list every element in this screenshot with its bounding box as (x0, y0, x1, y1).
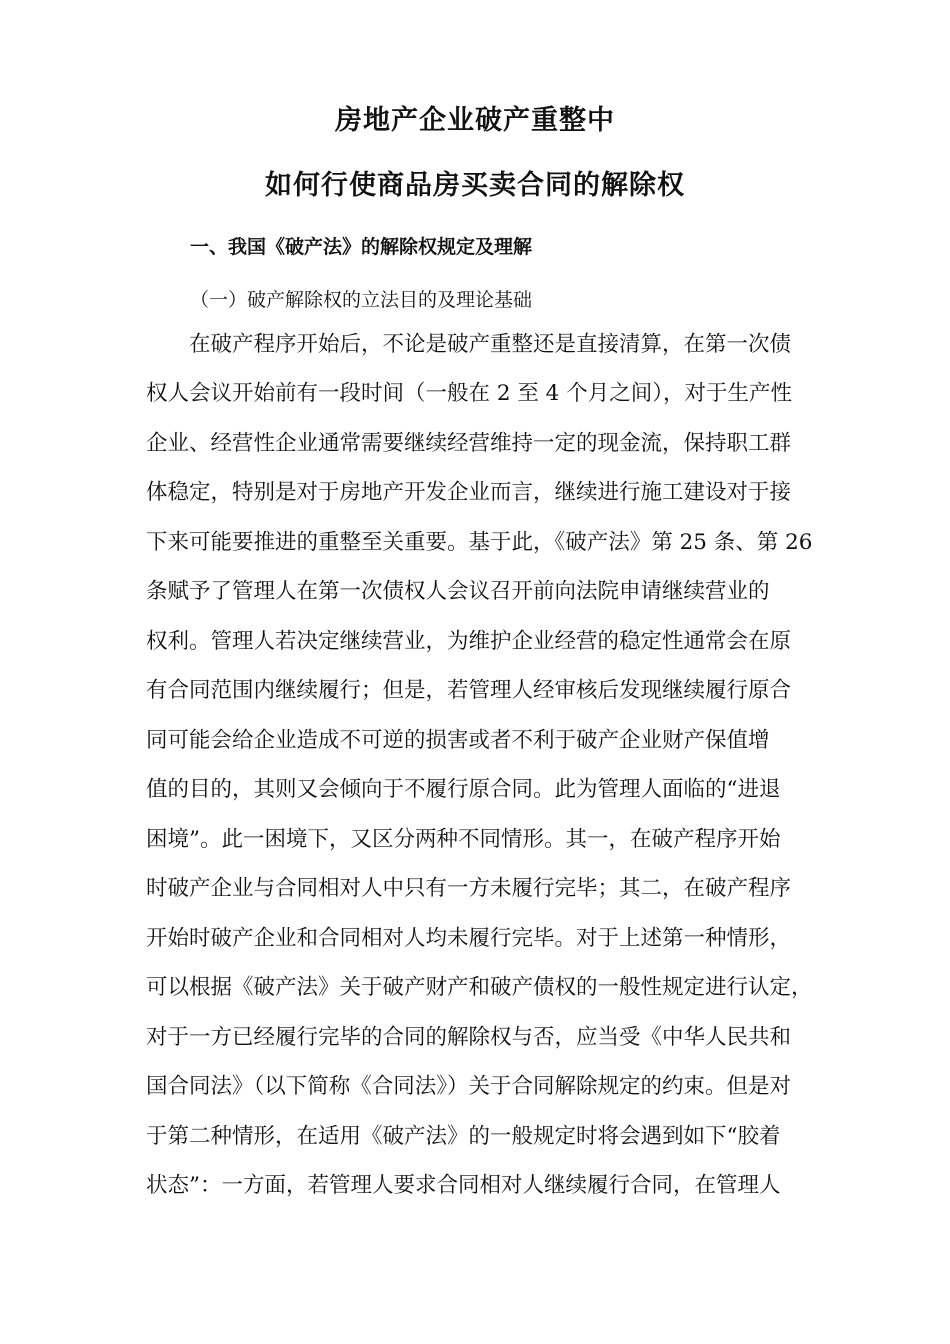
document-title-line-1: 房地产企业破产重整中 (335, 105, 615, 136)
body-line: 权人会议开始前有一段时间（一般在 2 至 4 个月之间），对于生产性 (146, 381, 792, 406)
body-line: 同可能会给企业造成不可逆的损害或者不利于破产企业财产保值增 (146, 728, 770, 753)
body-line: 有合同范围内继续履行；但是，若管理人经审核后发现继续履行原合 (146, 678, 792, 703)
body-line: 条赋予了管理人在第一次债权人会议召开前向法院申请继续营业的 (146, 579, 770, 604)
body-line: 时破产企业与合同相对人中只有一方未履行完毕；其二，在破产程序 (146, 876, 792, 901)
body-line: 对于一方已经履行完毕的合同的解除权与否，应当受《中华人民共和 (146, 1025, 792, 1050)
body-line: 值的目的，其则又会倾向于不履行原合同。此为管理人面临的“进退 (146, 777, 781, 802)
body-line: 于第二种情形，在适用《破产法》的一般规定时将会遇到如下“胶着 (146, 1124, 781, 1149)
body-line: 开始时破产企业和合同相对人均未履行完毕。对于上述第一种情形， (146, 926, 792, 951)
body-line: 在破产程序开始后，不论是破产重整还是直接清算，在第一次债 (146, 332, 792, 357)
body-line: 可以根据《破产法》关于破产财产和破产债权的一般性规定进行认定， (146, 975, 813, 1000)
body-line: 困境”。此一困境下，又区分两种不同情形。其一，在破产程序开始 (146, 827, 781, 852)
body-line: 权利。管理人若决定继续营业，为维护企业经营的稳定性通常会在原 (146, 629, 792, 654)
subsection-heading: （一）破产解除权的立法目的及理论基础 (190, 289, 533, 311)
body-line: 国合同法》（以下简称《合同法》）关于合同解除规定的约束。但是对 (146, 1074, 792, 1099)
body-line: 体稳定，特别是对于房地产开发企业而言，继续进行施工建设对于接 (146, 480, 792, 505)
body-line: 状态”：一方面，若管理人要求合同相对人继续履行合同，在管理人 (146, 1173, 781, 1198)
body-line: 下来可能要推进的重整至关重要。基于此，《破产法》第 25 条、第 26 (146, 530, 813, 555)
section-heading: 一、我国《破产法》的解除权规定及理解 (190, 236, 533, 258)
body-line: 企业、经营性企业通常需要继续经营维持一定的现金流，保持职工群 (146, 431, 792, 456)
document-title-line-2: 如何行使商品房买卖合同的解除权 (265, 170, 685, 201)
